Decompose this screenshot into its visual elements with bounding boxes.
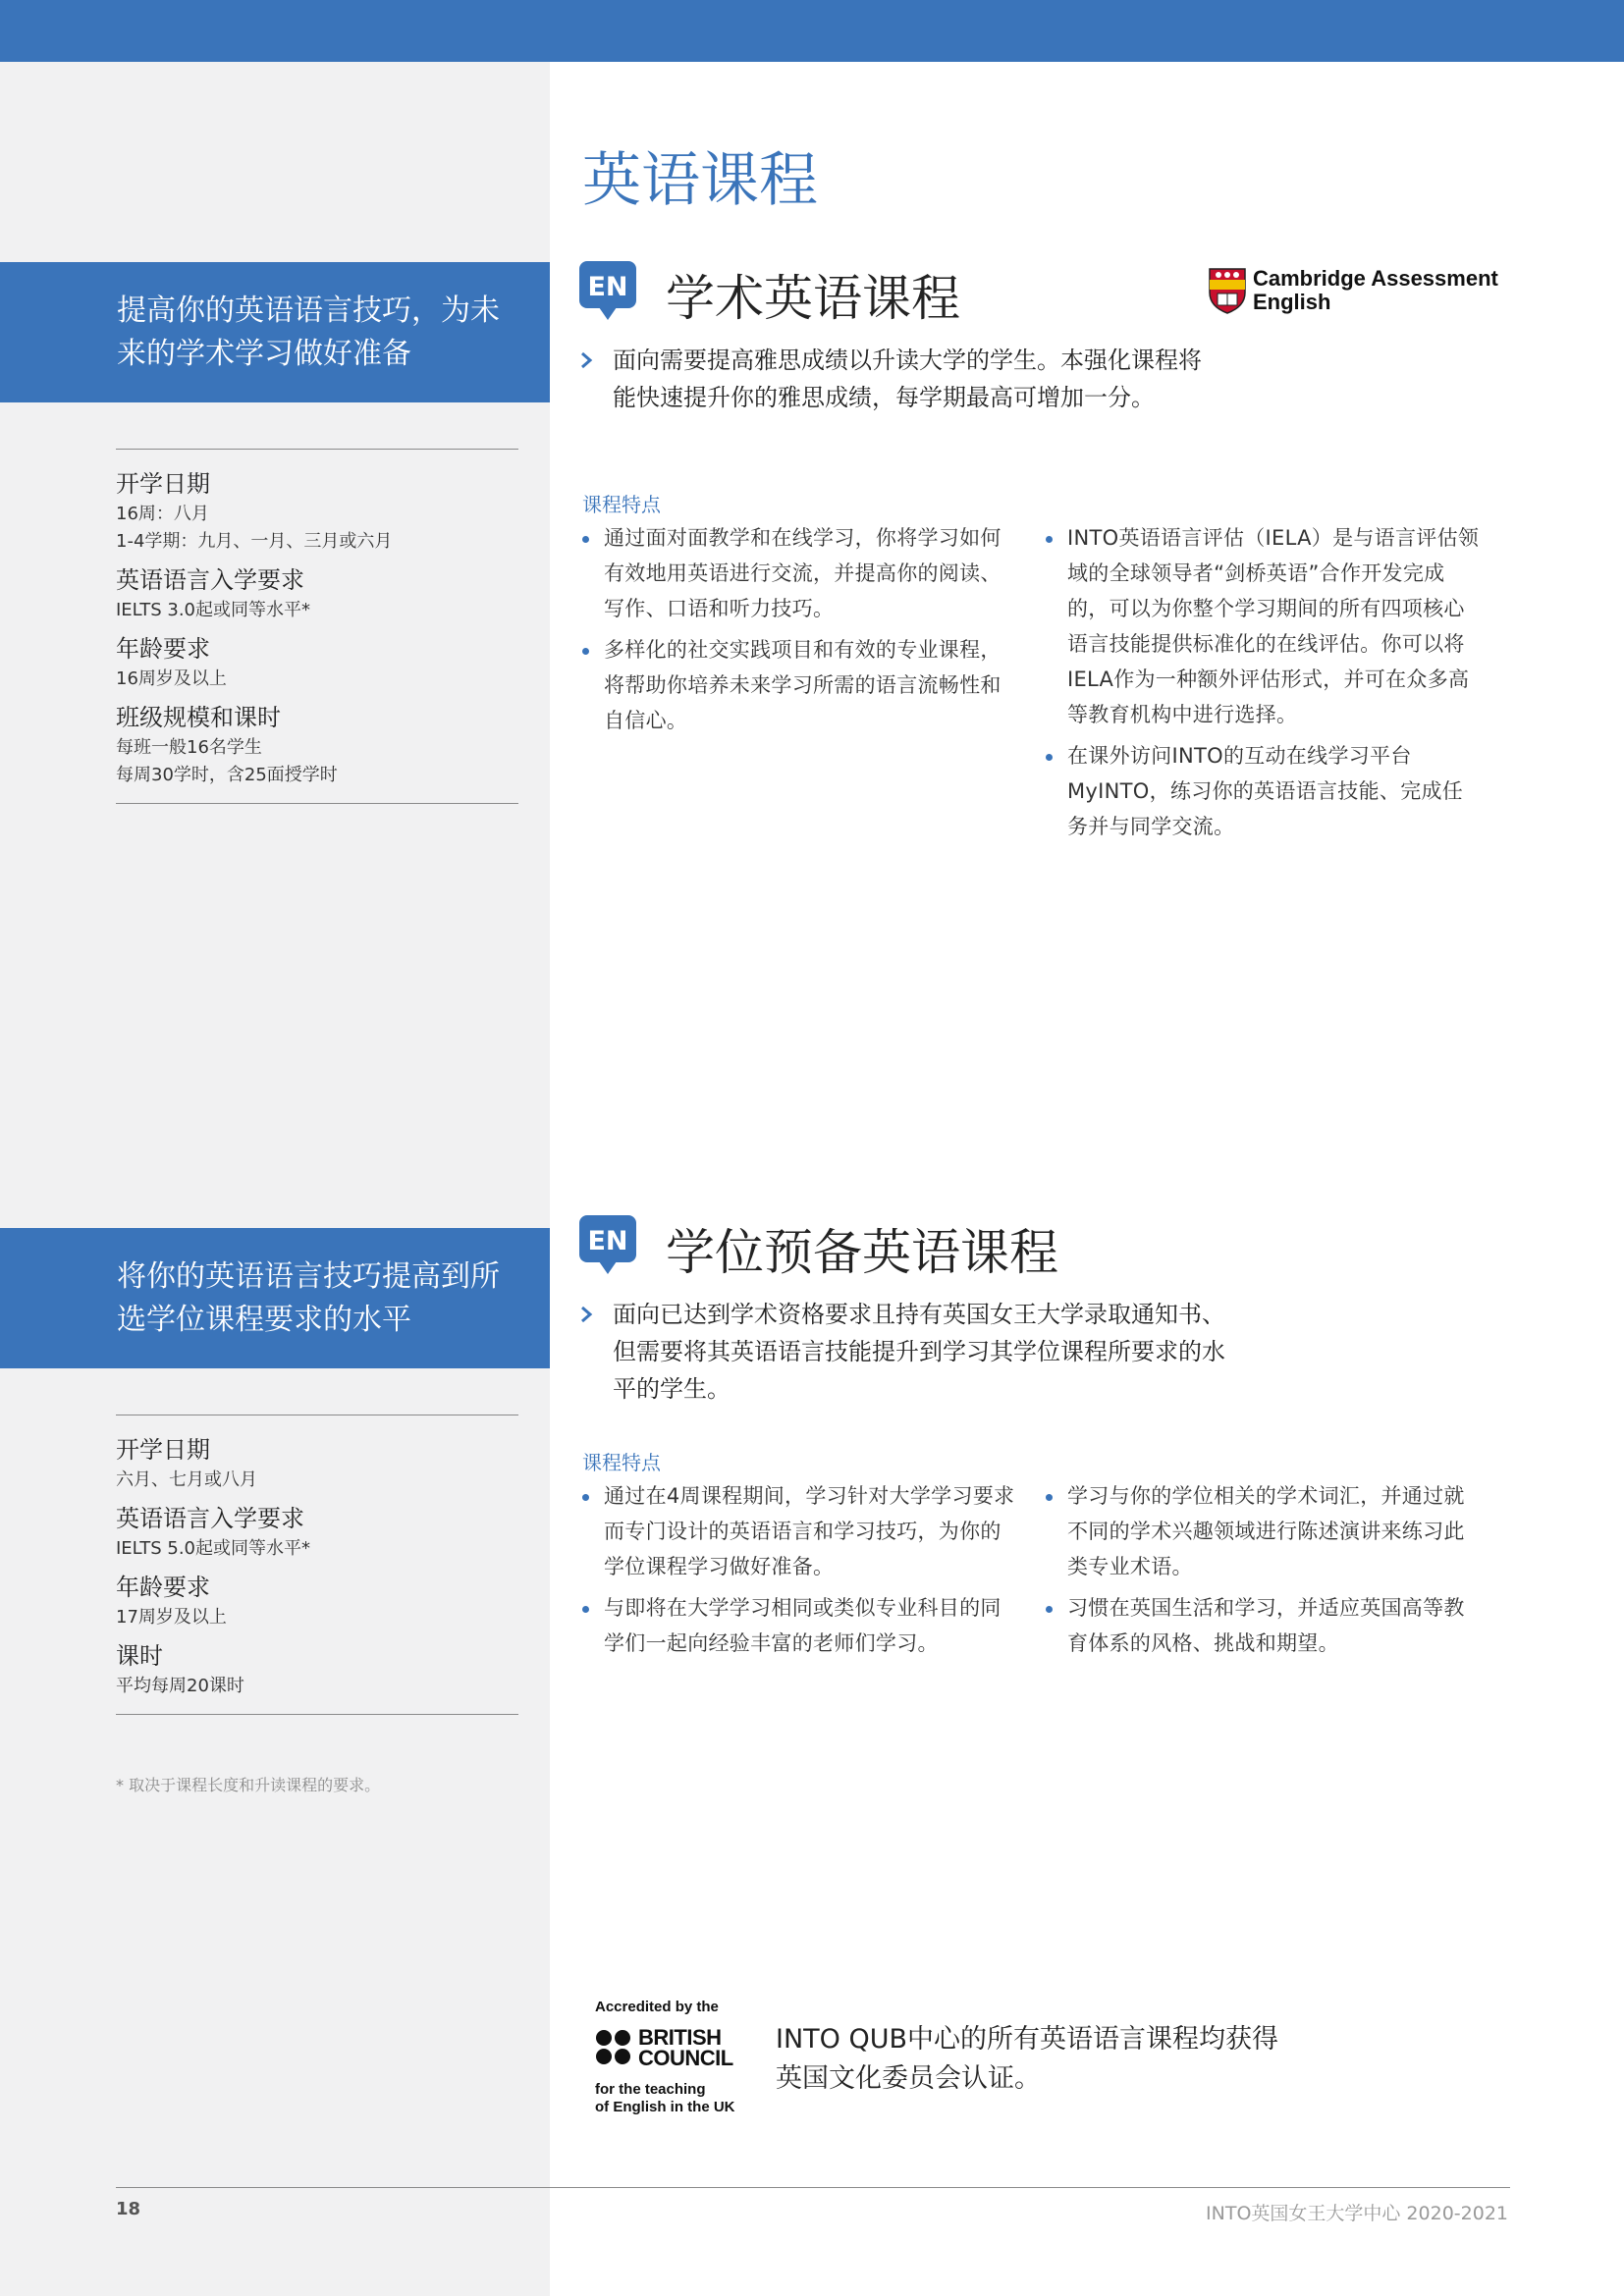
section2-intro <box>575 1296 1243 1408</box>
bullet-dot-icon <box>1046 754 1053 761</box>
info-title: 年龄要求 <box>116 1574 210 1601</box>
bullet-dot-icon <box>582 648 589 655</box>
list-item: INTO英语语言评估（IELA）是与语言评估领域的全球领导者“剑桥英语”合作开发完成的，可以为你整个学习期间的所有四项核心语言技能提供标准化的在线评估。你可以将IELA作为一种额外评估形式，并可在众多高等教育机构中进行选择。 <box>1046 520 1483 732</box>
page-title: 英语课程 <box>582 146 818 215</box>
section2-callout <box>0 1228 550 1368</box>
section2-info-box <box>116 1415 518 1715</box>
en-badge-label: EN <box>587 272 628 302</box>
chevron-right-icon <box>575 1304 597 1325</box>
section2-intro-text: 面向已达到学术资格要求且持有英国女王大学录取通知书、但需要将其英语语言技能提升到学习其学位课程所要求的水平的学生。 <box>613 1301 1225 1403</box>
section2-features-right <box>1046 1478 1483 1667</box>
accreditation-text-line2: 英国文化委员会认证。 <box>776 2063 1041 2094</box>
info-line: 17周岁及以上 <box>116 1607 227 1628</box>
info-line: 平均每周20课时 <box>116 1676 244 1696</box>
cambridge-logo-line2: English <box>1253 290 1331 314</box>
info-title: 开学日期 <box>116 1436 210 1464</box>
bc-logo-bottom-2: of English in the UK <box>595 2099 735 2115</box>
footnote: * 取决于课程长度和升读课程的要求。 <box>116 1776 381 1794</box>
en-badge-label: EN <box>587 1226 628 1256</box>
british-council-logo <box>595 1999 752 2116</box>
bc-logo-name-1: BRITISH <box>638 2025 722 2050</box>
section2-features-label: 课程特点 <box>582 1451 661 1474</box>
bullet-dot-icon <box>582 1494 589 1501</box>
list-item: 多样化的社交实践项目和有效的专业课程，将帮助你培养未来学习所需的语言流畅性和自信心。 <box>582 632 1016 738</box>
bc-logo-name-2: COUNCIL <box>638 2046 733 2070</box>
info-title: 课时 <box>116 1642 163 1670</box>
info-line: 16周岁及以上 <box>116 668 227 689</box>
cambridge-crest-icon <box>1208 267 1247 314</box>
bullet-dot-icon <box>1046 1494 1053 1501</box>
bullet-dot-icon <box>1046 536 1053 543</box>
info-line: 每班一般16名学生 <box>116 737 262 758</box>
british-council-dots-icon <box>595 2028 634 2067</box>
info-line: IELTS 3.0起或同等水平* <box>116 600 310 620</box>
en-speech-badge-icon <box>579 261 636 322</box>
bc-logo-bottom-1: for the teaching <box>595 2081 706 2098</box>
info-title: 英语语言入学要求 <box>116 1505 304 1532</box>
section1-features-label: 课程特点 <box>582 493 661 516</box>
section2-features-left <box>582 1478 1016 1667</box>
section1-course-title: 学术英语课程 <box>666 270 960 327</box>
accreditation-text-line1: INTO QUB中心的所有英语语言课程均获得 <box>776 2024 1279 2055</box>
top-color-bar <box>0 0 1624 62</box>
section1-features-left <box>582 520 1016 744</box>
cambridge-logo-line1: Cambridge Assessment <box>1253 266 1498 291</box>
section1-callout <box>0 262 550 402</box>
section1-info-box <box>116 449 518 804</box>
section2-course-title: 学位预备英语课程 <box>666 1224 1058 1281</box>
section1-features-right <box>1046 520 1483 850</box>
info-title: 年龄要求 <box>116 635 210 663</box>
info-line: 16周：八月 <box>116 504 209 524</box>
bullet-dot-icon <box>1046 1606 1053 1613</box>
info-title: 开学日期 <box>116 470 210 498</box>
chevron-right-icon <box>575 349 597 371</box>
list-item: 习惯在英国生活和学习，并适应英国高等教育体系的风格、挑战和期望。 <box>1046 1590 1483 1661</box>
list-item: 在课外访问INTO的互动在线学习平台MyINTO，练习你的英语语言技能、完成任务并与同学交流。 <box>1046 738 1483 844</box>
list-item: 通过在4周课程期间，学习针对大学学习要求而专门设计的英语语言和学习技巧，为你的学位课程学习做好准备。 <box>582 1478 1016 1584</box>
cambridge-assessment-logo <box>1208 266 1498 316</box>
section2-callout-text: 将你的英语语言技巧提高到所选学位课程要求的水平 <box>117 1259 500 1337</box>
section1-intro-text: 面向需要提高雅思成绩以升读大学的学生。本强化课程将能快速提升你的雅思成绩，每学期最高可增加一分。 <box>613 347 1202 411</box>
bc-logo-top-line: Accredited by the <box>595 1999 719 2015</box>
en-speech-badge-icon <box>579 1215 636 1276</box>
bullet-dot-icon <box>582 536 589 543</box>
section1-callout-text: 提高你的英语语言技巧，为未来的学术学习做好准备 <box>117 294 500 371</box>
page-number: 18 <box>116 2199 141 2219</box>
accreditation-text <box>776 2020 1278 2099</box>
info-line: 每周30学时，含25面授学时 <box>116 765 338 785</box>
info-line: 1-4学期：九月、一月、三月或六月 <box>116 531 393 552</box>
info-line: IELTS 5.0起或同等水平* <box>116 1538 310 1559</box>
bullet-dot-icon <box>582 1606 589 1613</box>
info-line: 六月、七月或八月 <box>116 1469 257 1490</box>
list-item: 通过面对面教学和在线学习，你将学习如何有效地用英语进行交流，并提高你的阅读、写作、口语和听力技巧。 <box>582 520 1016 626</box>
list-item: 与即将在大学学习相同或类似专业科目的同学们一起向经验丰富的老师们学习。 <box>582 1590 1016 1661</box>
footer-publication: INTO英国女王大学中心 2020-2021 <box>1206 2203 1508 2224</box>
list-item: 学习与你的学位相关的学术词汇，并通过就不同的学术兴趣领域进行陈述演讲来练习此类专业术语。 <box>1046 1478 1483 1584</box>
info-title: 英语语言入学要求 <box>116 566 304 594</box>
info-title: 班级规模和课时 <box>116 704 281 731</box>
footer-divider <box>116 2187 1510 2188</box>
section1-intro <box>575 342 1204 416</box>
